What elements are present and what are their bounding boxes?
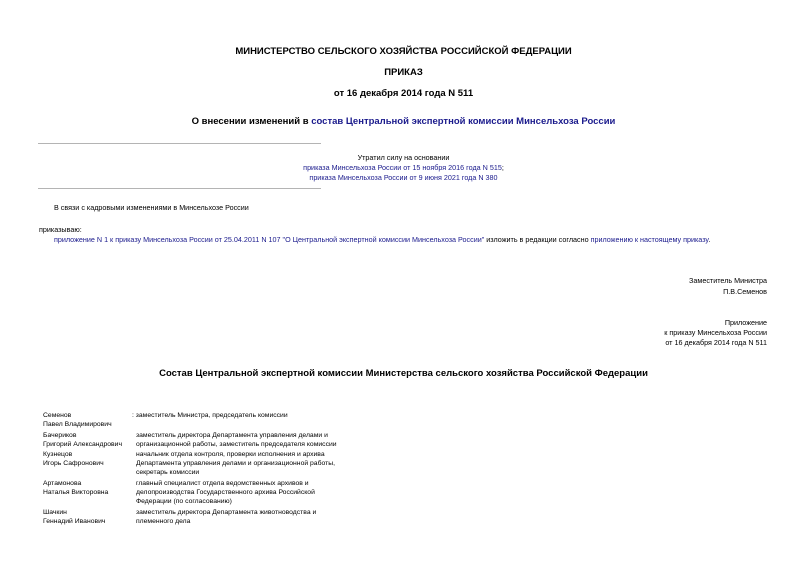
document-date-number: от 16 декабря 2014 года N 511: [333, 88, 474, 99]
document-type: ПРИКАЗ: [384, 67, 423, 78]
repeal-note-line: Утратил силу на основании: [357, 153, 450, 162]
appendix-label: Приложение: [724, 318, 767, 327]
signature-name: П.В.Семенов: [723, 287, 767, 296]
member-given-names: Григорий Александрович: [43, 441, 122, 448]
document-subject: [0, 116, 807, 127]
member-given-names: Наталья Викторовна: [43, 489, 109, 496]
repeal-link-1[interactable]: приказа Минсельхоза России от 15 ноября 2016 года N 515: [303, 163, 502, 172]
intro-text: В связи с кадровыми изменениями в Минсельхозе России: [54, 203, 249, 212]
member-role-line: племенного дела: [136, 518, 191, 525]
member-given-names: Игорь Сафронович: [43, 460, 104, 467]
member-role-line: организационной работы, заместитель председателя комиссии: [136, 441, 337, 448]
member-role-line: делопроизводства Государственного архива Российской: [136, 489, 315, 496]
repeal-link-2[interactable]: приказа Минсельхоза России от 9 июня 2021 года N 380: [309, 173, 498, 182]
member-given-names: Геннадий Иванович: [43, 518, 106, 525]
member-surname: Артамонова: [43, 480, 82, 487]
member-surname: Семенов: [43, 412, 72, 419]
member-role-line: : заместитель Министра, председатель комиссии: [132, 412, 288, 419]
order-link-appendix[interactable]: приложение N 1 к приказу Минсельхоза России от 25.04.2011 N 107 "О Центральной экспертной комиссии Минсельхоза России": [54, 235, 485, 244]
divider-bottom: [38, 188, 321, 189]
member-surname: Шачкин: [43, 509, 67, 516]
member-surname: Бачериков: [43, 432, 77, 439]
member-surname: Кузнецов: [43, 451, 73, 458]
member-given-names: Павел Владимирович: [43, 421, 112, 428]
ministry-title: МИНИСТЕРСТВО СЕЛЬСКОГО ХОЗЯЙСТВА РОССИЙСКОЙ ФЕДЕРАЦИИ: [235, 46, 572, 57]
signature-position: Заместитель Министра: [689, 276, 767, 285]
order-end: .: [708, 235, 711, 244]
divider-top: [38, 143, 321, 144]
repeal-note-ref1: [0, 163, 807, 172]
member-role-line: Департамента управления делами и организационной работы,: [136, 460, 336, 467]
order-mid-text: изложить в редакции согласно: [484, 235, 591, 244]
appendix-ref: к приказу Минсельхоза России: [664, 328, 767, 337]
order-word: приказываю:: [39, 225, 82, 234]
order-clause: [54, 235, 710, 244]
repeal-separator: ;: [501, 163, 504, 172]
appendix-date: от 16 декабря 2014 года N 511: [665, 338, 767, 347]
member-role-line: начальник отдела контроля, проверки исполнения и архива: [136, 451, 325, 458]
member-role-line: заместитель директора Департамента управления делами и: [136, 432, 328, 439]
subject-prefix: О внесении изменений в: [191, 116, 312, 127]
order-link-annex[interactable]: приложению к настоящему приказу: [590, 235, 709, 244]
member-role-line: заместитель директора Департамента животноводства и: [136, 509, 317, 516]
member-role-line: главный специалист отдела ведомственных архивов и: [136, 480, 309, 487]
member-role-line: Федерации (по согласованию): [136, 498, 232, 505]
subject-link[interactable]: состав Центральной экспертной комиссии Минсельхоза России: [311, 116, 616, 127]
appendix-title: Состав Центральной экспертной комиссии Министерства сельского хозяйства Российской Федерации: [159, 368, 648, 379]
member-role-line: секретарь комиссии: [136, 469, 200, 476]
repeal-note-ref2: [0, 173, 807, 182]
